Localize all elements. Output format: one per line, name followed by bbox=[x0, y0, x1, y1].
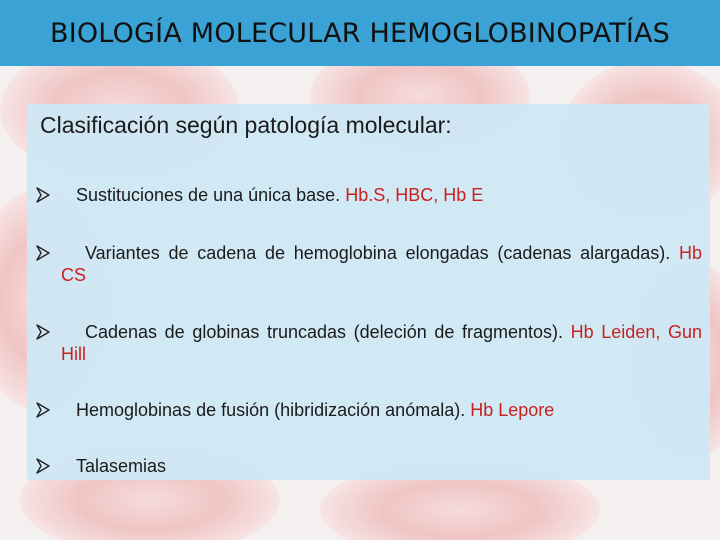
slide-subtitle: Clasificación según patología molecular: bbox=[40, 112, 452, 138]
list-item bbox=[36, 242, 702, 286]
list-item bbox=[36, 399, 702, 421]
item-text: Sustituciones de una única base. bbox=[76, 185, 341, 205]
item-highlight: Hb CS bbox=[61, 243, 702, 285]
arrowhead-bullet-icon bbox=[36, 321, 50, 343]
arrowhead-bullet-icon bbox=[36, 242, 50, 264]
content-panel bbox=[27, 104, 710, 480]
list-item bbox=[36, 184, 702, 206]
item-text: Hemoglobinas de fusión (hibridización anómala). bbox=[76, 400, 466, 420]
arrowhead-bullet-icon bbox=[36, 184, 50, 206]
item-text: Variantes de cadena de hemoglobina elongadas (cadenas alargadas). bbox=[85, 243, 671, 263]
item-highlight: Hb Leiden, Gun Hill bbox=[61, 322, 702, 364]
list-item bbox=[36, 321, 702, 365]
title-bar bbox=[0, 0, 720, 66]
item-text: Cadenas de globinas truncadas (deleción de fragmentos). bbox=[85, 322, 564, 342]
item-highlight: Hb.S, HBC, Hb E bbox=[345, 185, 484, 205]
item-highlight: Hb Lepore bbox=[470, 400, 555, 420]
slide-title: BIOLOGÍA MOLECULAR HEMOGLOBINOPATÍAS bbox=[49, 17, 671, 49]
arrowhead-bullet-icon bbox=[36, 455, 50, 477]
item-text: Talasemias bbox=[76, 456, 167, 476]
list-item bbox=[36, 455, 702, 477]
arrowhead-bullet-icon bbox=[36, 399, 50, 421]
